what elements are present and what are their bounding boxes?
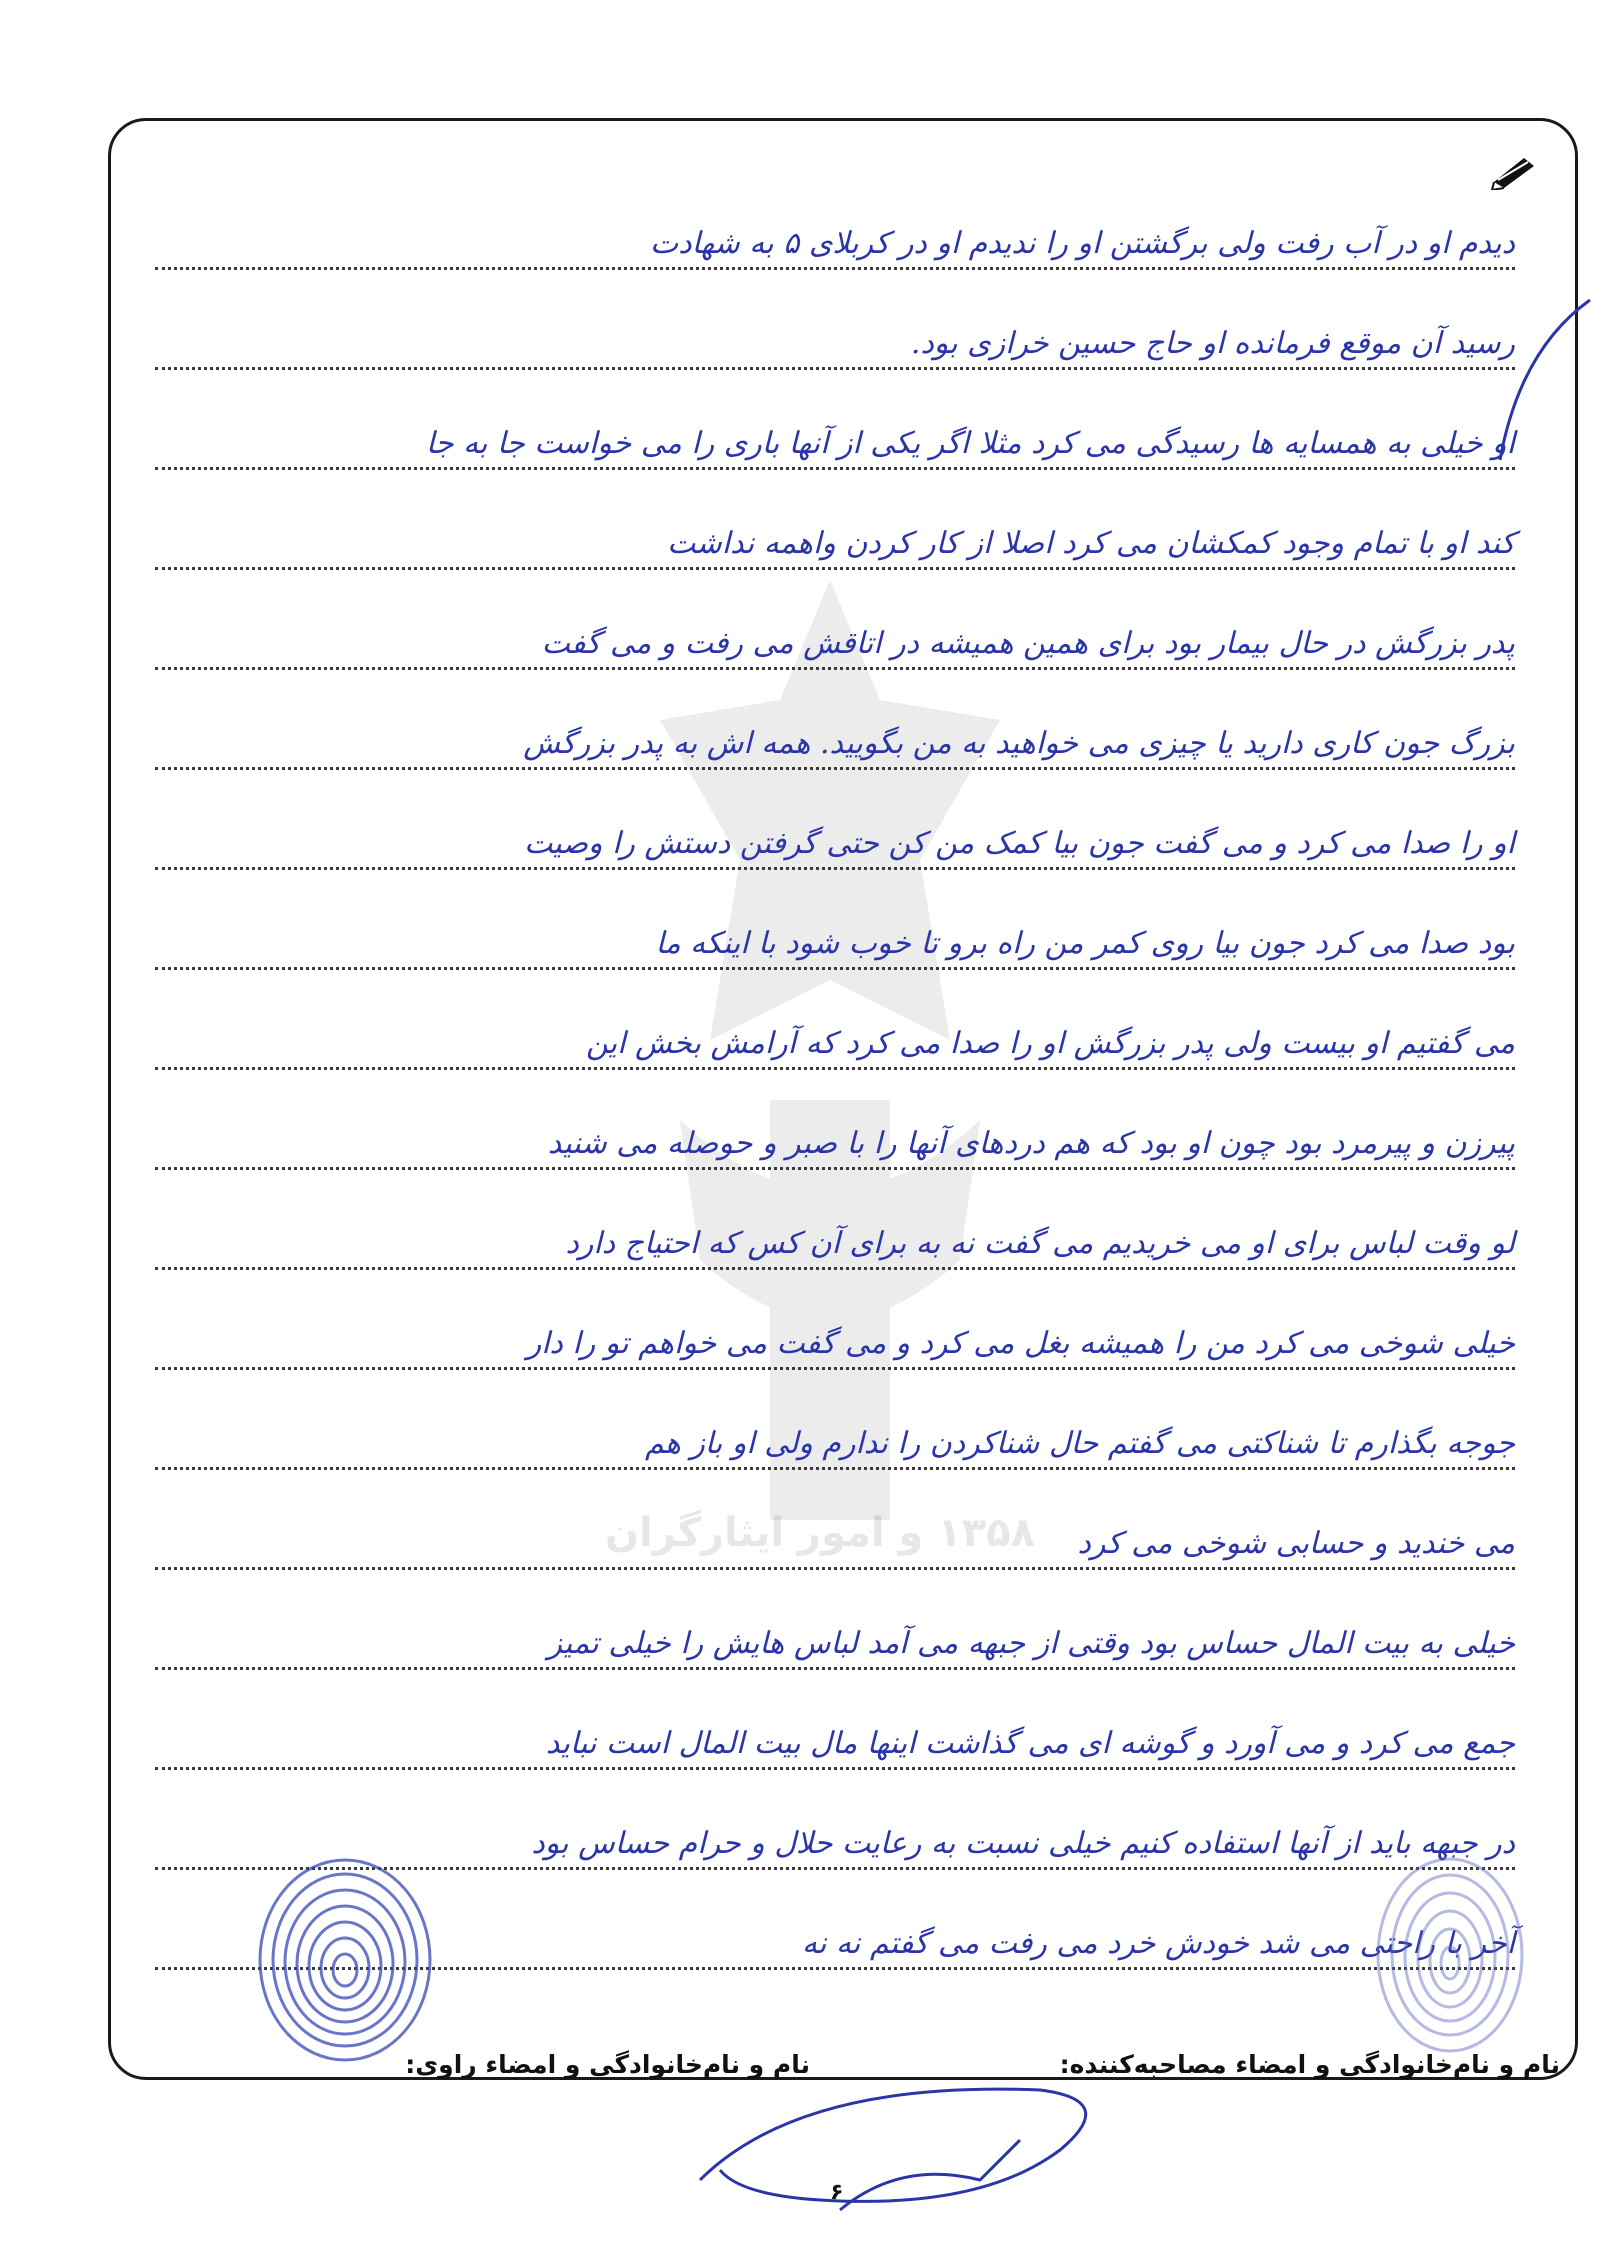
text-line: جوجه بگذارم تا شناکتی می گفتم حال شناکردن را ندارم ولی او باز هم — [155, 1370, 1515, 1470]
text-line: رسید آن موقع فرمانده او حاج حسین خرازی بود. — [155, 270, 1515, 370]
signature-mark — [680, 2060, 1140, 2240]
page-number: ۶ — [830, 2180, 844, 2205]
text-line: او خیلی به همسایه ها رسیدگی می کرد مثلا اگر یکی از آنها باری را می خواست جا به جا — [155, 370, 1515, 470]
text-line: در جبهه باید از آنها استفاده کنیم خیلی نسبت به رعایت حلال و حرام حساس بود — [155, 1770, 1515, 1870]
fingerprint-left — [250, 1850, 440, 2070]
text-line: خیلی شوخی می کرد من را همیشه بغل می کرد و می گفت می خواهم تو را دار — [155, 1270, 1515, 1370]
text-line: پدر بزرگش در حال بیمار بود برای همین همیشه در اتاقش می رفت و می گفت — [155, 570, 1515, 670]
narrator-signature-label: نام و نام‌خانوادگی و امضاء راوی: — [405, 2050, 810, 2079]
text-line: خیلی به بیت المال حساس بود وقتی از جبهه می آمد لباس هایش را خیلی تمیز — [155, 1570, 1515, 1670]
text-line: آخر با راحتی می شد خودش خرد می رفت می گفتم نه نه — [155, 1870, 1515, 1970]
text-line: دیدم او در آب رفت ولی برگشتن او را ندیدم او در کربلای ۵ به شهادت — [155, 170, 1515, 270]
margin-mark-top — [1480, 290, 1600, 470]
text-line: می خندید و حسابی شوخی می کرد — [155, 1470, 1515, 1570]
text-line: او را صدا می کرد و می گفت جون بیا کمک من کن حتی گرفتن دستش را وصیت — [155, 770, 1515, 870]
fingerprint-right — [1370, 1850, 1530, 2060]
text-line: بزرگ جون کاری دارید یا چیزی می خواهید به من بگویید. همه اش به پدر بزرگش — [155, 670, 1515, 770]
text-line: جمع می کرد و می آورد و گوشه ای می گذاشت اینها مال بیت المال است نباید — [155, 1670, 1515, 1770]
text-line: می گفتیم او بیست ولی پدر بزرگش او را صدا می کرد که آرامش بخش این — [155, 970, 1515, 1070]
text-line: کند او با تمام وجود کمکشان می کرد اصلا از کار کردن واهمه نداشت — [155, 470, 1515, 570]
stamp-text: ۱۳۵۸ و امور ایثارگران — [605, 1510, 1035, 1556]
text-line: لو وقت لباس برای او می خریدیم می گفت نه به برای آن کس که احتیاج دارد — [155, 1170, 1515, 1270]
text-line: پیرزن و پیرمرد بود چون او بود که هم دردهای آنها را با صبر و حوصله می شنید — [155, 1070, 1515, 1170]
interviewer-signature-label: نام و نام‌خانوادگی و امضاء مصاحبه‌کننده: — [1059, 2050, 1560, 2079]
text-line: بود صدا می کرد جون بیا روی کمر من راه برو تا خوب شود با اینکه ما — [155, 870, 1515, 970]
